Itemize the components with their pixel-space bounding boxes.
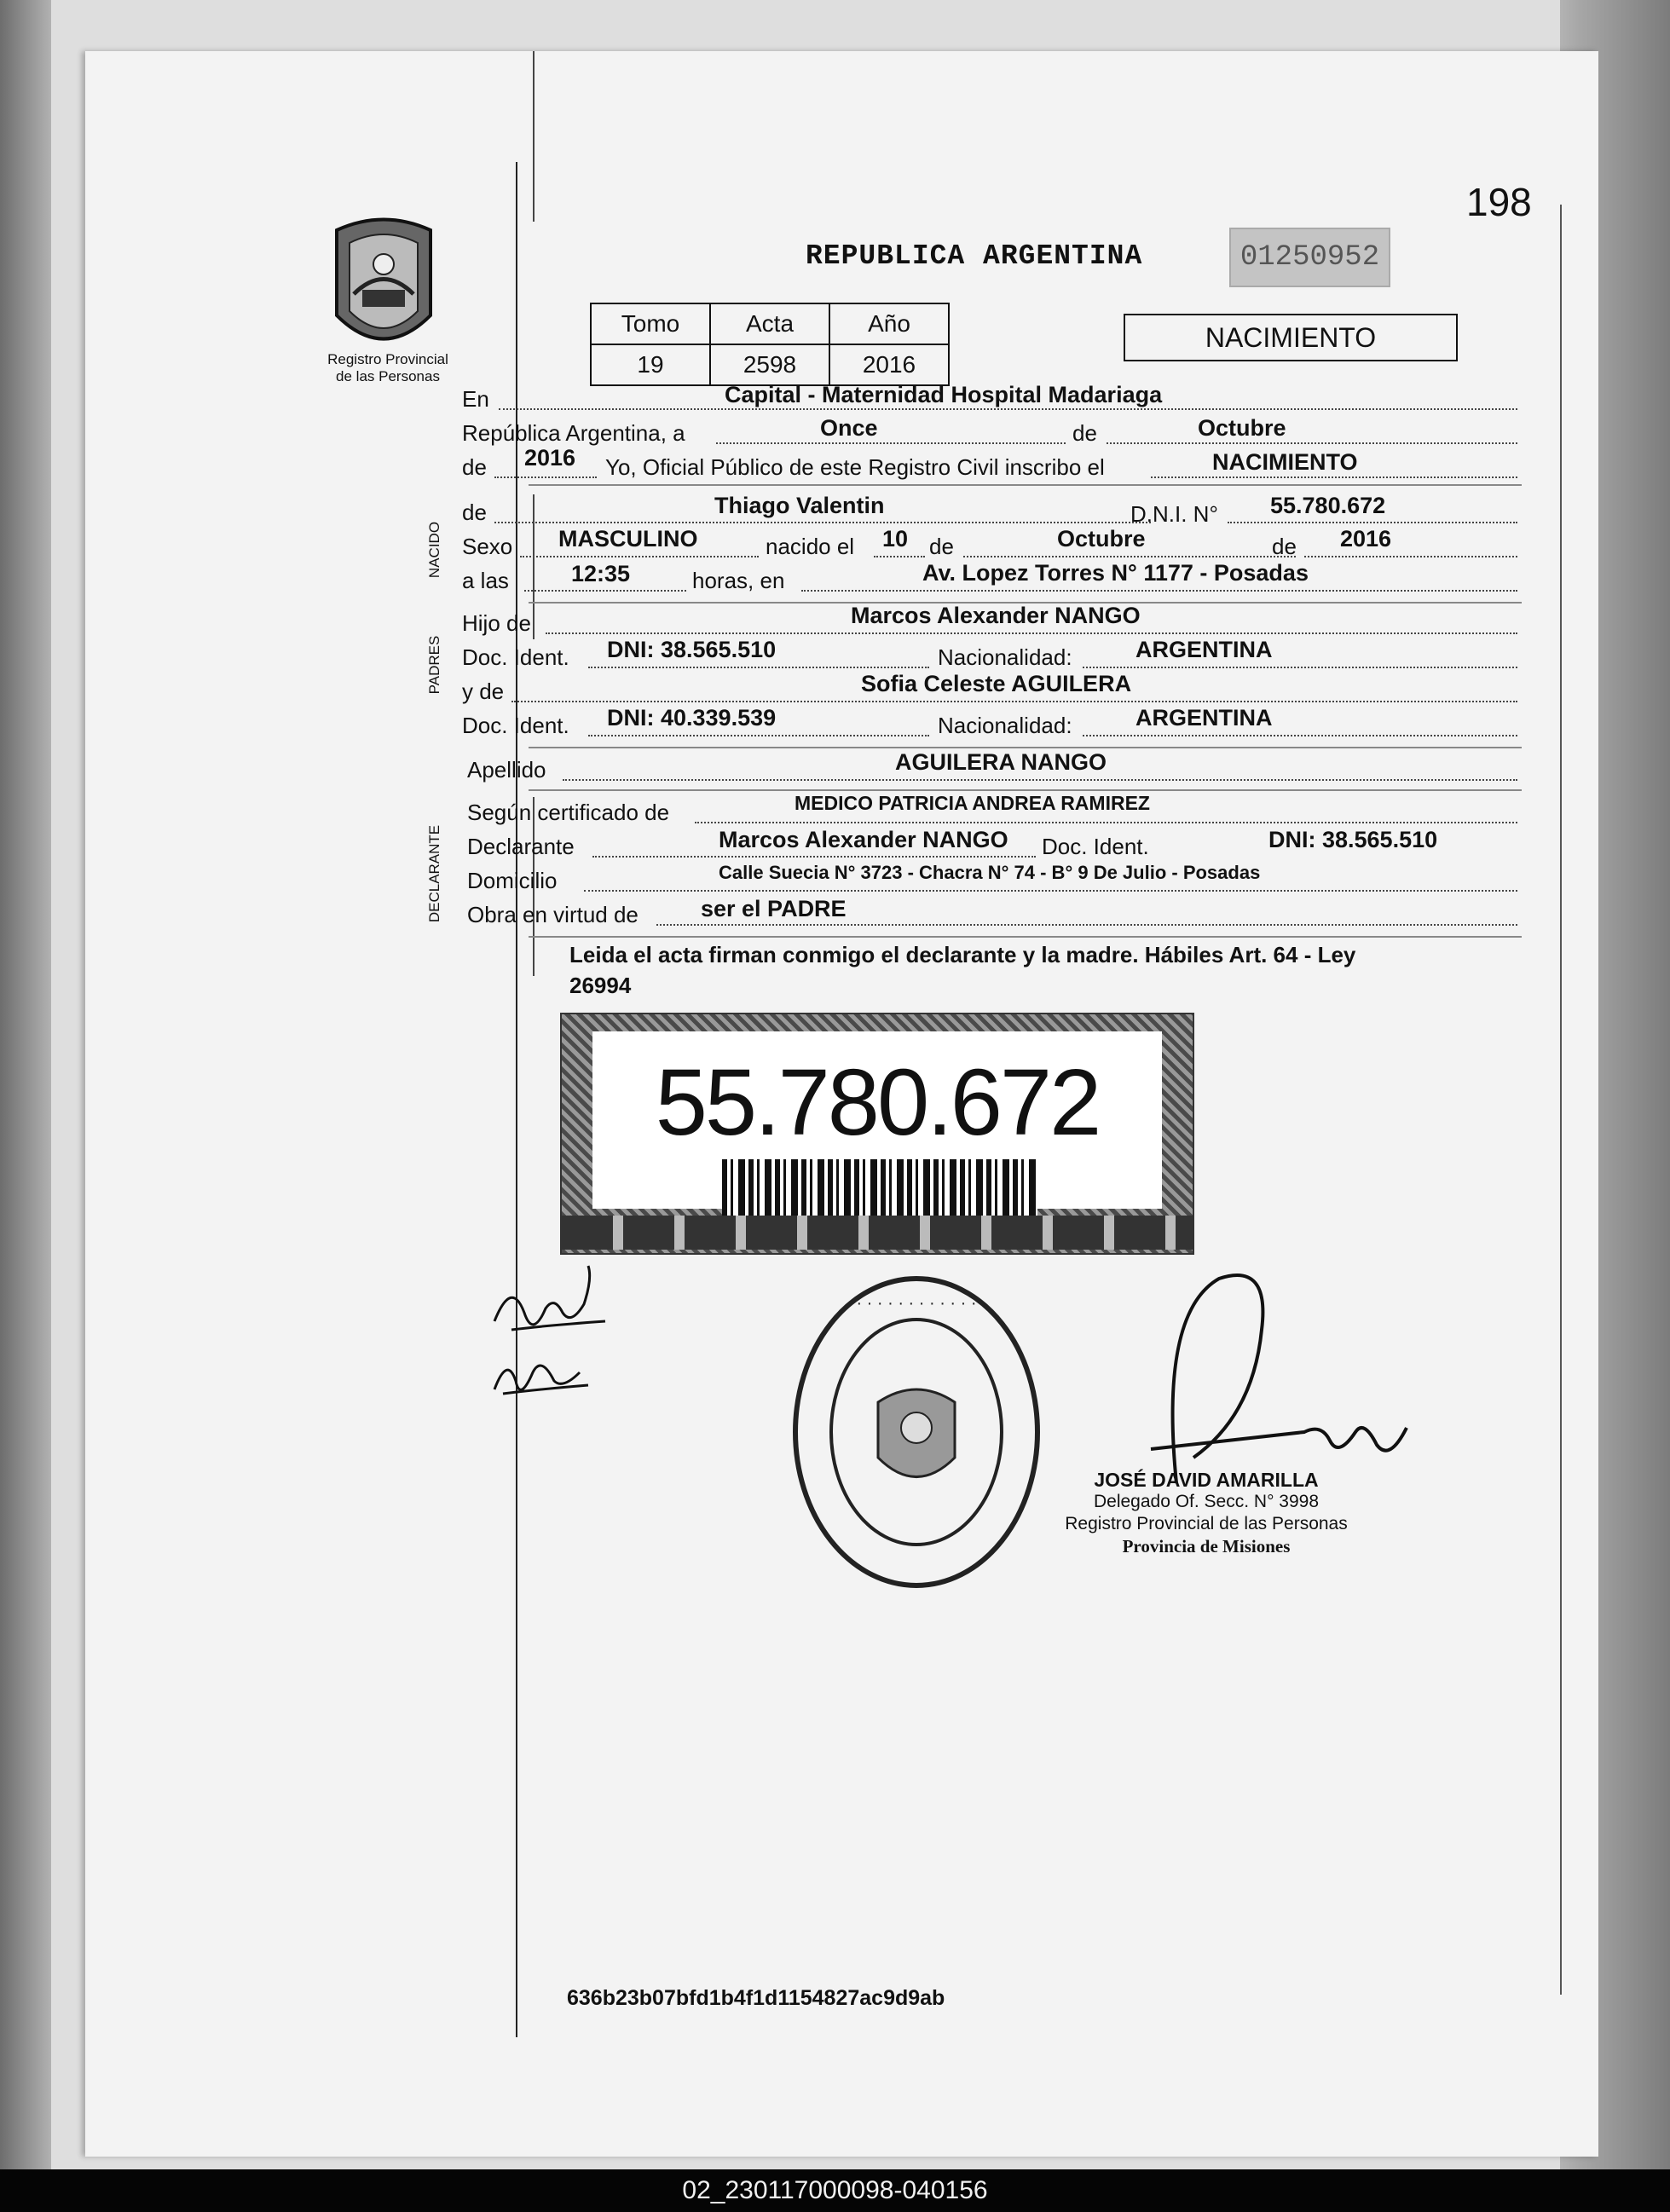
birth-time: 12:35 xyxy=(571,561,631,586)
year-value: 2016 xyxy=(524,445,576,471)
officer-province: Provincia de Misiones xyxy=(1122,1536,1291,1556)
officer-role: Delegado Of. Secc. N° 3998 xyxy=(1093,1492,1320,1511)
dni-sticker xyxy=(560,1013,1194,1255)
domicilio-label: Domicilio xyxy=(467,868,558,893)
y-de-label: y de xyxy=(462,679,505,704)
mother-doc-label: Doc. Ident. xyxy=(462,713,569,738)
act-type-value: NACIMIENTO xyxy=(1212,449,1358,475)
declarante-doc-label: Doc. Ident. xyxy=(1042,834,1149,859)
svg-text:· · · · · · · · · · · ·: · · · · · · · · · · · · xyxy=(856,1294,977,1313)
mother-doc: DNI: 40.339.539 xyxy=(607,705,777,731)
document-hash: 636b23b07bfd1b4f1d1154827ac9d9ab xyxy=(567,1986,945,2010)
father-nationality: ARGENTINA xyxy=(1135,637,1273,662)
nacido-el-label: nacido el xyxy=(766,534,855,559)
apellido-label: Apellido xyxy=(467,757,546,783)
father-doc: DNI: 38.565.510 xyxy=(607,637,777,662)
declarante-name: Marcos Alexander NANGO xyxy=(719,827,1008,852)
cert-label: Según certificado de xyxy=(467,800,670,825)
certificate-value: MEDICO PATRICIA ANDREA RAMIREZ xyxy=(795,792,1150,814)
section-nacido: NACIDO xyxy=(426,521,442,579)
child-name: Thiago Valentin xyxy=(714,493,885,518)
de2-label: de xyxy=(462,454,487,480)
birth-month: Octubre xyxy=(1057,526,1146,552)
birth-place: Av. Lopez Torres N° 1177 - Posadas xyxy=(922,560,1309,586)
birth-day: 10 xyxy=(882,526,909,552)
father-doc-label: Doc. Ident. xyxy=(462,644,569,670)
province-crest-icon xyxy=(320,213,448,358)
de-label: de xyxy=(1072,420,1097,446)
right-rule xyxy=(1560,205,1562,1995)
official-seal-icon xyxy=(789,1274,1044,1590)
anio-header: Año xyxy=(829,303,949,344)
father-nac-label: Nacionalidad: xyxy=(938,644,1072,670)
dni-sticker-number: 55.780.672 xyxy=(655,1050,1100,1155)
nacido-de2-label: de xyxy=(929,534,954,559)
hijo-label: Hijo de xyxy=(462,610,531,636)
officer-name: JOSÉ DAVID AMARILLA xyxy=(1094,1469,1319,1491)
anio-value: 2016 xyxy=(829,344,949,385)
page-number: 198 xyxy=(1466,180,1532,224)
month-value: Octubre xyxy=(1198,415,1286,441)
mother-nationality: ARGENTINA xyxy=(1135,705,1273,731)
nacido-de3-label: de xyxy=(1272,534,1297,559)
officer-block xyxy=(1053,1469,1360,1557)
dni-label: D.N.I. N° xyxy=(1130,501,1218,527)
book-reference-table xyxy=(590,303,950,386)
yo-text: Yo, Oficial Público de este Registro Civil inscribo el xyxy=(605,454,1105,480)
declarante-doc: DNI: 38.565.510 xyxy=(1268,827,1438,852)
record-type: NACIMIENTO xyxy=(1124,314,1458,361)
mother-name: Sofia Celeste AGUILERA xyxy=(861,671,1132,696)
day-words: Once xyxy=(820,415,878,441)
mother-nac-label: Nacionalidad: xyxy=(938,713,1072,738)
birth-certificate-page xyxy=(85,51,1598,2157)
country-title: REPUBLICA ARGENTINA xyxy=(806,240,1143,272)
barcode xyxy=(722,1159,1037,1216)
signature-left-1 xyxy=(486,1262,622,1415)
obra-label: Obra en virtud de xyxy=(467,902,639,927)
sexo-label: Sexo xyxy=(462,534,513,559)
acta-header: Acta xyxy=(710,303,829,344)
serial-number: 01250952 xyxy=(1229,228,1390,287)
tomo-value: 19 xyxy=(591,344,710,385)
horas-label: horas, en xyxy=(692,568,785,593)
acta-value: 2598 xyxy=(710,344,829,385)
obra-value: ser el PADRE xyxy=(701,896,847,921)
place-value: Capital - Maternidad Hospital Madariaga xyxy=(725,382,1163,407)
en-label: En xyxy=(462,386,489,412)
a-las-label: a las xyxy=(462,568,509,593)
closing-text: Leida el acta firman conmigo el declarante y la madre. Hábiles Art. 64 - Ley 26994 xyxy=(569,942,1356,998)
child-dni: 55.780.672 xyxy=(1270,493,1386,518)
tomo-header: Tomo xyxy=(591,303,710,344)
father-name: Marcos Alexander NANGO xyxy=(851,603,1141,628)
apellido-value: AGUILERA NANGO xyxy=(895,749,1107,775)
sexo-value: MASCULINO xyxy=(558,526,698,552)
section-padres: PADRES xyxy=(426,635,442,695)
republica-label: República Argentina, a xyxy=(462,420,685,446)
domicilio-value: Calle Suecia N° 3723 - Chacra N° 74 - B° 9 De Julio - Posadas xyxy=(719,862,1261,883)
birth-year: 2016 xyxy=(1340,526,1392,552)
declarante-label: Declarante xyxy=(467,834,575,859)
footer-id: 02_230117000098-040156 xyxy=(0,2169,1670,2212)
officer-office: Registro Provincial de las Personas xyxy=(1065,1514,1348,1533)
nacido-de-label: de xyxy=(462,500,487,525)
section-declarante: DECLARANTE xyxy=(426,824,442,923)
registry-label: Registro Provincial de las Personas xyxy=(327,351,448,384)
